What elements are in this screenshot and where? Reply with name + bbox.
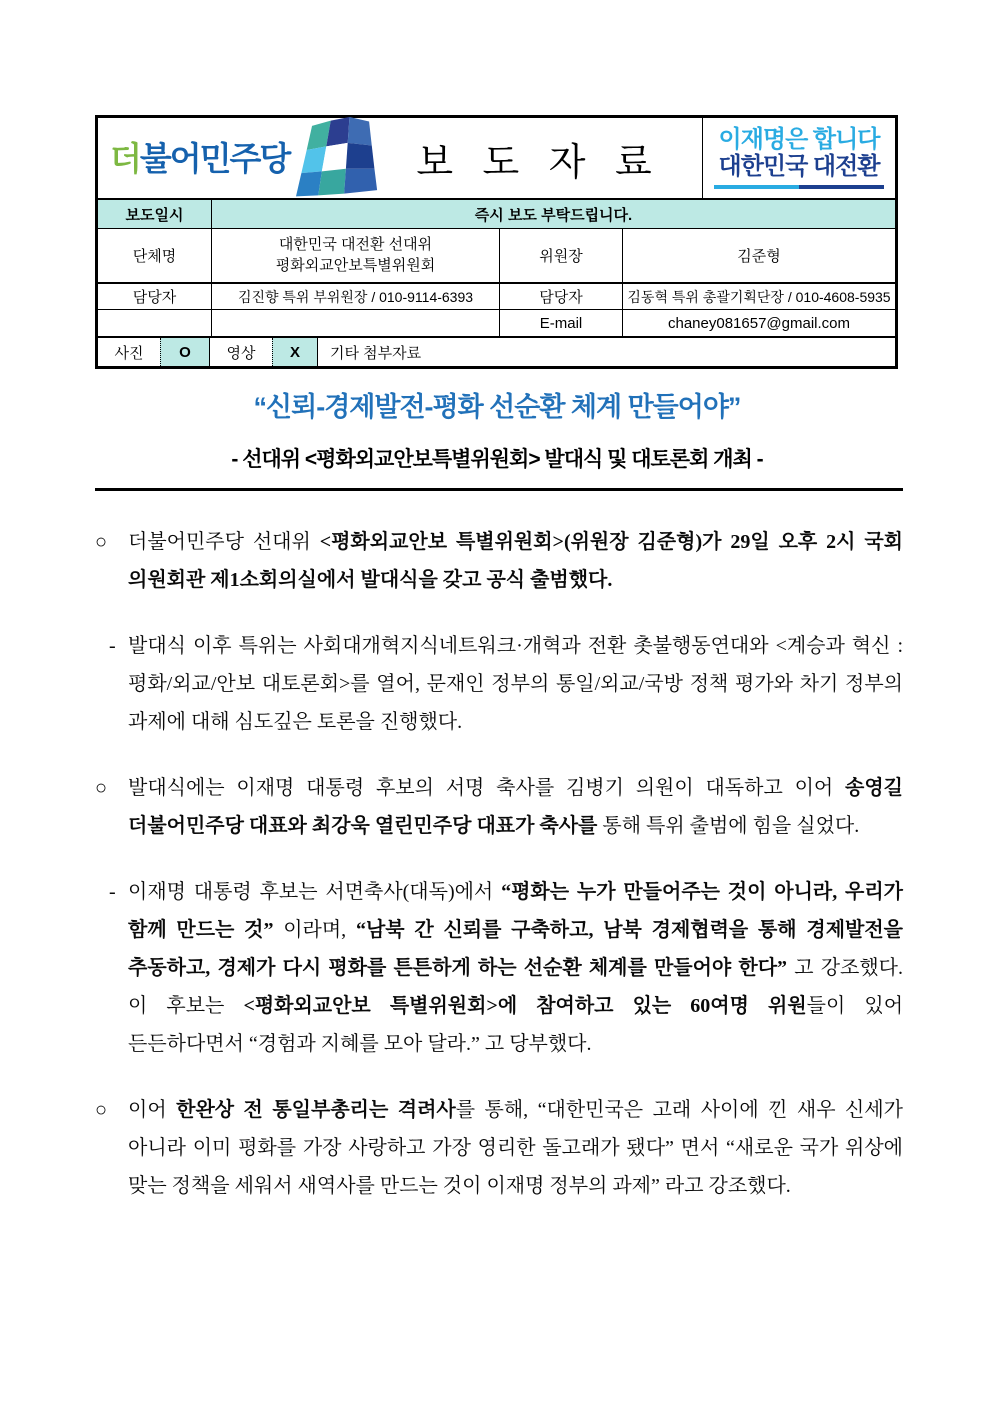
slogan-underline xyxy=(714,185,884,189)
party-logo xyxy=(98,118,366,198)
slogan-line-2: 대한민국 대전환 xyxy=(718,153,880,180)
photo-flag: O xyxy=(160,338,210,366)
text-segment: 한완상 전 통일부총리는 격려사 xyxy=(176,1099,456,1121)
logo-text-green: 더 xyxy=(110,139,140,177)
text-segment: 송영길 더불어민주당 대표와 최강욱 열린민주당 대표가 축사를 xyxy=(128,777,903,837)
subheadline: - 선대위 <평화외교안보특별위원회> 발대식 및 대토론회 개최 - xyxy=(231,448,763,471)
party-logo-text xyxy=(110,139,290,177)
organization-value xyxy=(211,229,499,282)
masthead-row xyxy=(98,118,895,198)
dash-bullet: - xyxy=(109,881,116,903)
slogan-line-1: 이재명은 합니다 xyxy=(718,126,880,154)
campaign-slogan-box xyxy=(702,118,895,198)
text-segment: 발대식 이후 특위는 사회대개혁지식네트워크·개혁과 전환 촛불행동연대와 <계승과 혁신 : 평화/외교/안보 대토론회>를 열어, 문재인 정부의 통일/외교/국방 정책 평가와 차기 정부의 과제에 대해 심도깊은 토론을 진행했다. xyxy=(128,635,903,733)
text-segment: 발대식에는 이재명 대통령 후보의 서명 축사를 김병기 의원이 대독하고 이어 xyxy=(128,777,846,799)
paragraph xyxy=(95,627,903,741)
text-segment: 를 통해, “대한민국은 고래 사이에 낀 새우 신세가 아니라 이미 평화를 가장 사랑하고 가장 영리한 돌고래가 됐다” 면서 “새로운 국가 위상에 맞는 정책을 세워서 새역사를 만드는 것이 이재명 정부의 과제” 라고 강조했다. xyxy=(128,1099,903,1197)
headline: “신뢰-경제발전-평화 선순환 체계 만들어야” xyxy=(253,392,741,422)
photo-label: 사진 xyxy=(114,344,144,362)
text-segment: 이라며, xyxy=(273,919,356,941)
paragraph xyxy=(95,1091,903,1205)
text-segment: 이재명 대통령 후보는 서면축사(대독)에서 xyxy=(128,881,502,903)
press-release-heading: 보 도 자 료 xyxy=(416,141,662,184)
text-segment: 더불어민주당 선대위 xyxy=(128,531,320,553)
email-empty-cell-2 xyxy=(211,310,499,336)
paragraph xyxy=(95,769,903,845)
organization-label: 단체명 xyxy=(132,248,177,265)
circle-bullet: ○ xyxy=(95,531,108,553)
release-date-row xyxy=(98,198,895,228)
text-segment: 고 강조했다. 이 후보는 xyxy=(128,957,903,1017)
chairman-value: 김준형 xyxy=(622,229,895,282)
body-paragraphs xyxy=(95,523,903,1205)
text-segment: “평화는 누가 만들어주는 것이 아니라, 우리가 함께 만드는 것” xyxy=(128,881,904,941)
text-segment: 들이 있어 든든하다면서 “경험과 지혜를 모아 달라.” 고 당부했다. xyxy=(128,995,904,1055)
release-date-value: 즉시 보도 부탁드립니다. xyxy=(211,200,895,228)
email-value: chaney081657@gmail.com xyxy=(622,310,895,336)
contact-value-2: 김동혁 특위 총괄기획단장 / 010-4608-5935 xyxy=(622,284,895,309)
paragraph xyxy=(95,523,903,599)
contact-label-2: 담당자 xyxy=(499,284,622,309)
text-segment: <평화외교안보 특별위원회>에 참여하고 있는 60여명 위원 xyxy=(243,995,807,1017)
email-empty-cell-1 xyxy=(98,310,211,336)
contact-row xyxy=(98,282,895,309)
text-segment: 이어 xyxy=(128,1099,177,1121)
text-segment: <평화외교안보 특별위원회>(위원장 김준형)가 29일 오후 2시 국회 의원회관 제1소회의실에서 발대식을 갖고 공식 출범했다. xyxy=(128,531,903,591)
circle-bullet: ○ xyxy=(95,1099,108,1121)
press-header-table xyxy=(95,115,898,369)
text-segment: “남북 간 신뢰를 구축하고, 남북 경제협력을 통해 경제발전을 추동하고, 경제가 다시 평화를 튼튼하게 하는 선순환 체계를 만들어야 한다” xyxy=(128,919,903,979)
other-attachments-label: 기타 첨부자료 xyxy=(330,344,422,362)
contact-value-1: 김진향 특위 부위원장 / 010-9114-6393 xyxy=(211,284,499,309)
organization-row xyxy=(98,228,895,282)
release-date-label: 보도일시 xyxy=(125,206,184,224)
divider-rule xyxy=(95,488,903,491)
video-label: 영상 xyxy=(226,344,256,362)
circle-bullet: ○ xyxy=(95,777,108,799)
organization-line-1: 대한민국 대전환 선대위 xyxy=(278,236,433,254)
logo-text-blue: 불어민주당 xyxy=(139,139,290,177)
paragraph xyxy=(95,873,903,1063)
contact-label-1: 담당자 xyxy=(132,289,177,306)
organization-line-2: 평화외교안보특별위원회 xyxy=(275,256,436,274)
text-segment: 통해 특위 출범에 힘을 실었다. xyxy=(597,815,860,837)
chairman-label: 위원장 xyxy=(499,229,622,282)
email-label: E-mail xyxy=(499,310,622,336)
attachments-row xyxy=(98,336,895,366)
video-flag: X xyxy=(272,338,318,366)
dash-bullet: - xyxy=(109,635,116,657)
email-row xyxy=(98,309,895,336)
